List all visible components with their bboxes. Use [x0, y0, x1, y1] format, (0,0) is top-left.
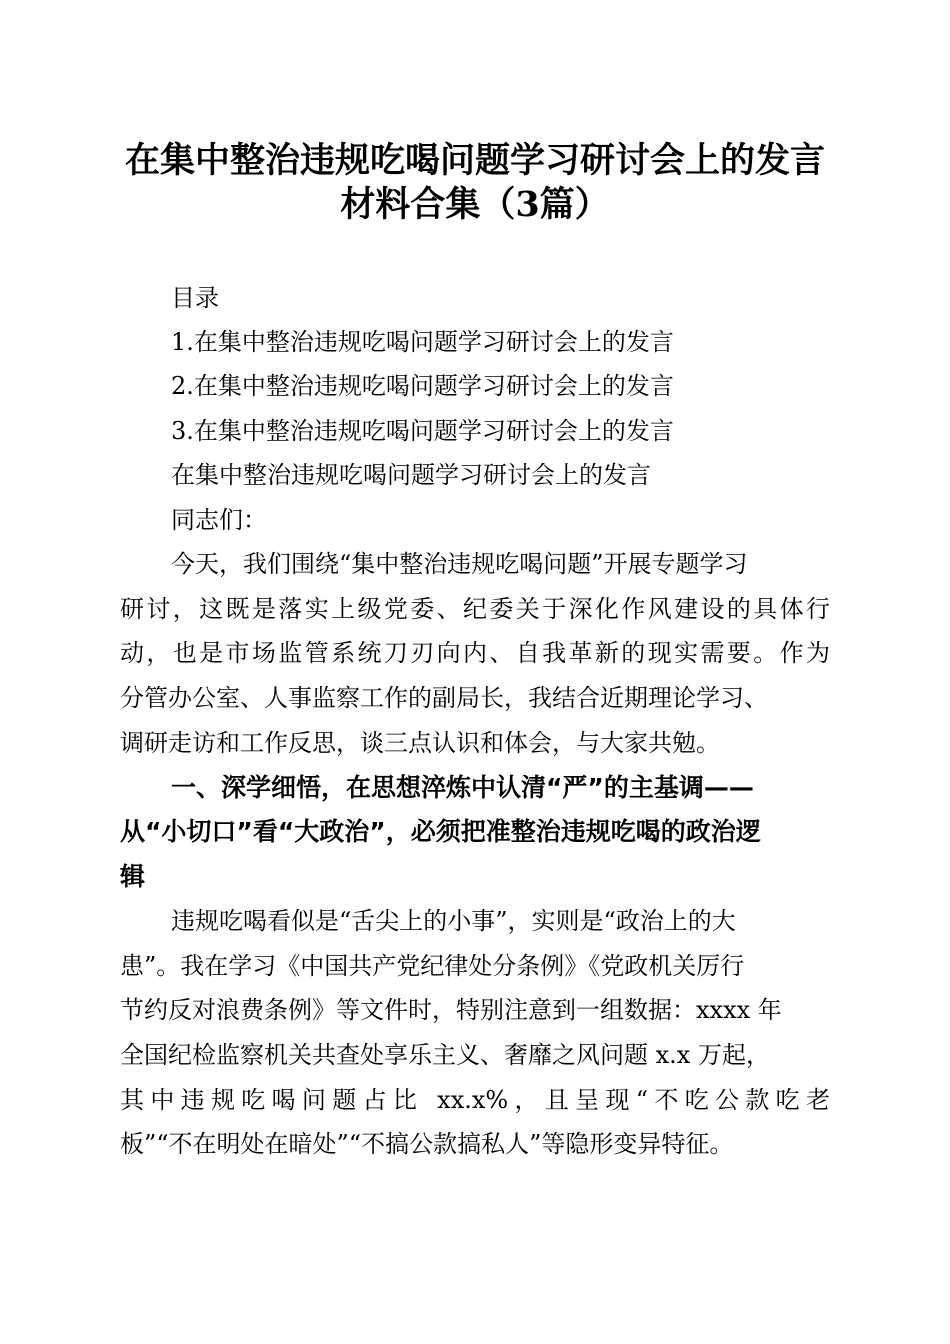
paragraph-2-line: 全国纪检监察机关共查处享乐主义、奢靡之风问题 x.x 万起， [120, 1041, 770, 1069]
paragraph-2-line: 其中违规吃喝问题占比 xx.x%，且呈现“不吃公款吃老 [120, 1086, 830, 1114]
paragraph-1-line: 动，也是市场监管系统刀刃向内、自我革新的现实需要。作为 [120, 639, 830, 667]
speech-title: 在集中整治违规吃喝问题学习研讨会上的发言 [171, 461, 651, 489]
toc-item-1: 1.在集中整治违规吃喝问题学习研讨会上的发言 [171, 328, 674, 356]
paragraph-2-line: 节约反对浪费条例》等文件时，特别注意到一组数据：xxxx 年 [120, 996, 782, 1024]
salutation: 同志们： [171, 506, 267, 534]
document-title-line-2: 材料合集（3篇） [340, 184, 610, 225]
section-heading-1-line: 从“小切口”看“大政治”，必须把准整治违规吃喝的政治逻 [120, 817, 761, 846]
paragraph-1-line: 研讨，这既是落实上级党委、纪委关于深化作风建设的具体行 [120, 595, 830, 623]
paragraph-2-line: 板”“不在明处在暗处”“不搞公款搞私人”等隐形变异特征。 [120, 1130, 734, 1158]
document-title-line-1: 在集中整治违规吃喝问题学习研讨会上的发言 [124, 140, 825, 181]
paragraph-1-line: 分管办公室、人事监察工作的副局长，我结合近期理论学习、 [120, 684, 768, 712]
toc-heading: 目录 [171, 284, 219, 312]
section-heading-1-line: 一、深学细悟，在思想淬炼中认清“严”的主基调—— [171, 773, 754, 802]
paragraph-2-line: 患”。我在学习《中国共产党纪律处分条例》《党政机关厉行 [120, 952, 745, 980]
paragraph-1-line: 调研走访和工作反思，谈三点认识和体会，与大家共勉。 [120, 729, 720, 757]
toc-item-2: 2.在集中整治违规吃喝问题学习研讨会上的发言 [171, 372, 674, 400]
paragraph-1-line: 今天，我们围绕“集中整治违规吃喝问题”开展专题学习 [171, 550, 748, 578]
toc-item-3: 3.在集中整治违规吃喝问题学习研讨会上的发言 [171, 417, 674, 445]
section-heading-1-line: 辑 [120, 862, 146, 891]
paragraph-2-line: 违规吃喝看似是“舌尖上的小事”，实则是“政治上的大 [171, 907, 736, 935]
